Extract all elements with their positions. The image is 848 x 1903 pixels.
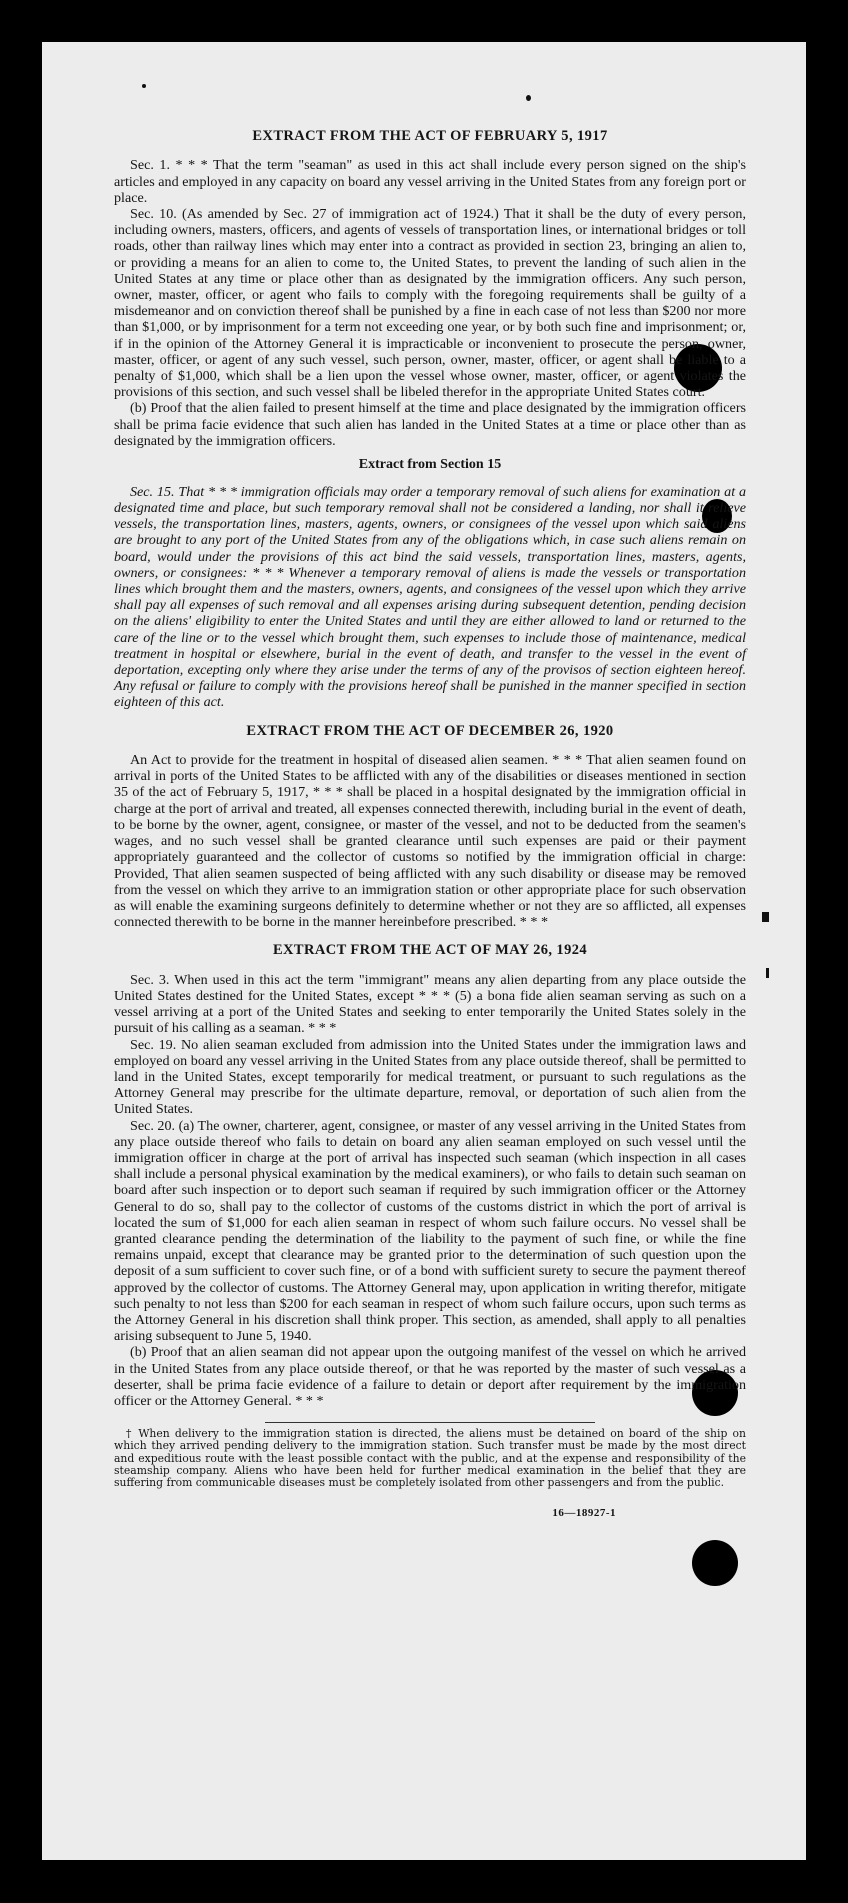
paragraph: (b) Proof that an alien seaman did not appear upon the outgoing manifest of the vessel on which he arrived in the United States from any place outside thereof, or that he was reported by the master of such vessel as a deserter, shall be prima facie evidence of a failure to detain or deport after requirement by the immigration officer or the Attorney General. * * * [114,1344,746,1409]
form-code: 16—18927-1 [552,1507,616,1520]
ink-spot [766,968,769,978]
document-page [42,42,806,1860]
paragraph: An Act to provide for the treatment in hospital of diseased alien seamen. * * * That alien seamen found on arrival in ports of the United States to be afflicted with any of the disabilities or diseases mentioned in section 35 of the act of February 5, 1917, * * * shall be placed in a hospital designated by the immigration official in charge at the port of arrival and treated, all expenses connected therewith, including burial in the event of death, to be borne by the owner, agent, consignee, or master of the vessel, and not to be deducted from the seamen's wages, and no such vessel shall be granted clearance until such expenses are paid or their payment appropriately guaranteed and the collector of customs so notified by the immigration official in charge: Provided, That alien seamen suspected of being afflicted with any such disability or disease may be removed from the vessel on which they arrive to an immigration station or other appropriate place for such observation as will enable the examining surgeons definitely to determine whether or not they are so afflicted, all expenses connected therewith to be borne in the manner hereinbefore prescribed. * * * [114,752,746,931]
ink-spot [526,95,531,101]
document-body [114,128,746,1519]
paragraph: Sec. 19. No alien seaman excluded from admission into the United States under the immigration laws and employed on board any vessel arriving in the United States from any place outside thereof, shall be permitted to land in the United States, except temporarily for medical treatment, or pursuant to such regulations as the Attorney General may prescribe for the ultimate departure, removal, or deportation of such alien from the United States. [114,1036,746,1118]
ink-spot [142,84,146,88]
paragraph: Sec. 3. When used in this act the term "immigrant" means any alien departing from any place outside the United States destined for the United States, except * * * (5) a bona fide alien seaman serving as such on a vessel arriving at a port of the United States and seeking to enter temporarily the United States solely in the pursuit of his calling as a seaman. * * * [114,971,746,1037]
section-heading: EXTRACT FROM THE ACT OF FEBRUARY 5, 1917 [252,128,608,144]
punch-hole-bottom [692,1540,738,1586]
section-subheading: Extract from Section 15 [358,457,502,473]
ink-spot [762,912,769,922]
paragraph: Sec. 20. (a) The owner, charterer, agent, consignee, or master of any vessel arriving in the United States from any place outside thereof who fails to detain on board any alien seaman employed on such vessel until the immigration officer in charge at the port of arrival has inspected such seaman (which inspection in all cases shall include a personal physical examination by the medical examiners), or who fails to detain such seaman on board after such inspection or to deport such seaman if required by such immigration officer or the Attorney General to do so, shall pay to the collector of customs of the customs district in which the port of arrival is located the sum of $1,000 for each alien seaman in respect of whom such failure occurs. No vessel shall be granted clearance pending the determination of the liability to the payment of such fine, or while the fine remains unpaid, except that clearance may be granted prior to the determination of such question upon the deposit of a sum sufficient to cover such fine, or of a bond with sufficient surety to secure the payment thereof approved by the collector of customs. The Attorney General may, upon application in writing therefor, mitigate such penalty to not less than $200 for each seaman in respect of whom such failure occurs, upon such terms as the Attorney General in his discretion shall think proper. This section, as amended, shall apply to all penalties arising subsequent to June 5, 1940. [114,1117,746,1345]
paragraph: (b) Proof that the alien failed to present himself at the time and place designated by the immigration officers shall be prima facie evidence that such alien has landed in the United States at a time or place other than as designated by the immigration officers. [114,400,746,449]
paragraph: Sec. 1. * * * That the term "seaman" as used in this act shall include every person signed on the ship's articles and employed in any capacity on board any vessel arriving in the United States from any foreign port or place. [114,157,746,206]
paragraph: Sec. 10. (As amended by Sec. 27 of immigration act of 1924.) That it shall be the duty of every person, including owners, masters, officers, and agents of vessels of transportation lines, or international bridges or toll roads, other than railway lines which may enter into a contract as provided in section 23, bringing an alien to, or providing a means for an alien to come to, the United States, to prevent the landing of such alien in the United States at any time or place other than as designated by the immigration officers. Any such person, owner, master, officer, or agent who fails to comply with the foregoing requirements shall be guilty of a misdemeanor and on conviction thereof shall be punished by a fine in each case of not less than $200 nor more than $1,000, or by imprisonment for a term not exceeding one year, or by both such fine and imprisonment; or, if in the opinion of the Attorney General it is impracticable or inconvenient to prosecute the person, owner, master, officer, or agent of any such vessel, such person, owner, master, officer, or agent shall be liable to a penalty of $1,000, which shall be a lien upon the vessel whose owner, master, officer, or agent violates the provisions of this section, and such vessel shall be libeled therefor in the appropriate United States court. [114,206,746,401]
section-heading: EXTRACT FROM THE ACT OF MAY 26, 1924 [272,942,588,959]
section-heading: EXTRACT FROM THE ACT OF DECEMBER 26, 1920 [246,722,614,739]
footnote: † When delivery to the immigration station is directed, the aliens must be detained on board of the ship on which they arrived pending delivery to the immigration station. Such transfer must be made by the most direct and expeditious route with the least possible contact with the public, and at the expense and responsibility of the steamship company. Aliens who have been held for further medical examination in the belief that they are suffering from communicable diseases must be completely isolated from other passengers and from the public. [114,1427,746,1489]
paragraph: Sec. 15. That * * * immigration officials may order a temporary removal of such aliens for examination at a designated time and place, but such temporary removal shall not be considered a landing, nor shall it relieve vessels, the transportation lines, masters, agents, owners, or consignees of the vessel upon which said aliens are brought to any port of the United States from any of the obligations which, in case such aliens remain on board, would under the provisions of this act bind the said vessels, transportation lines, masters, agents, owners, or consignees: * * * Whenever a temporary removal of aliens is made the vessels or transportation lines which brought them and the masters, owners, agents, and consignees of the vessel upon which they arrive shall pay all expenses of such removal and all expenses arising during subsequent detention, pending decision on the aliens' eligibility to enter the United States and until they are either allowed to land or returned to the care of the line or to the vessel which brought them, such expenses to include those of maintenance, medical treatment in hospital or elsewhere, burial in the event of death, and transfer to the vessel in the event of deportation, excepting only where they arise under the terms of any of the provisos of section eighteen hereof. Any refusal or failure to comply with the provisions hereof shall be punished in the manner specified in section eighteen of this act. [114,483,746,711]
footnote-divider [265,1422,595,1423]
